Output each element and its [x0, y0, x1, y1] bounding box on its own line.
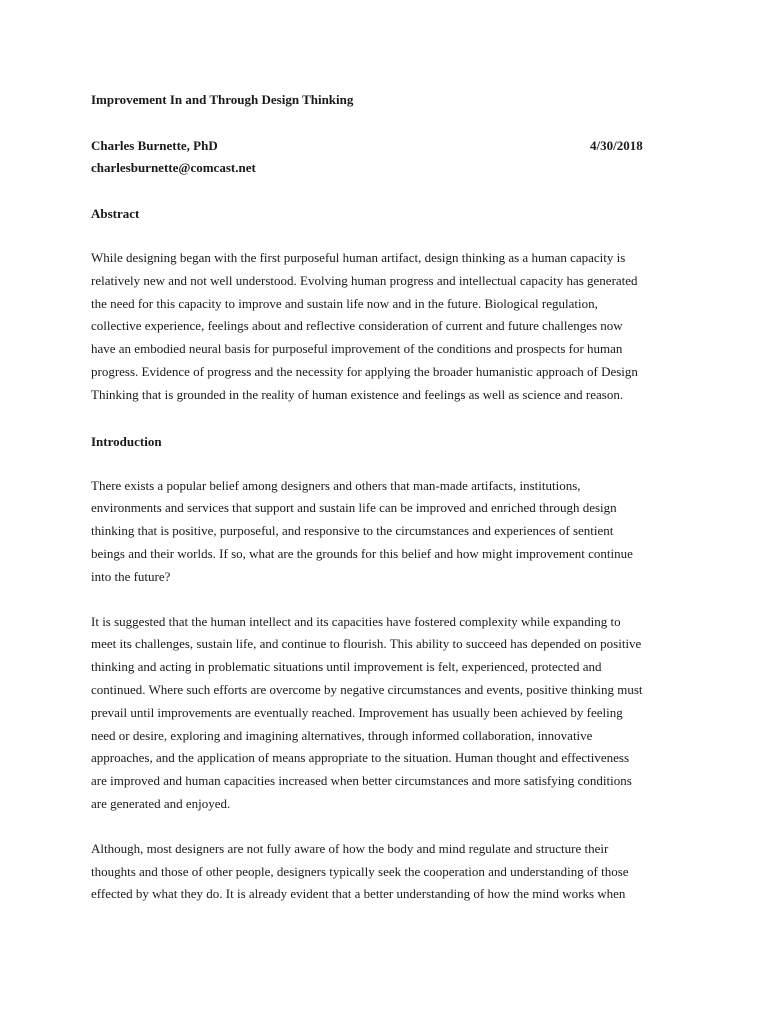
body-paragraph — [91, 611, 681, 816]
section-heading: Abstract — [91, 206, 140, 221]
paragraph-line: While designing began with the first purposeful human artifact, design thinking as a human capacity is — [91, 250, 626, 265]
paragraph-line: There exists a popular belief among designers and others that man-made artifacts, institutions, — [91, 477, 581, 493]
document-date: 4/30/2018 — [590, 138, 643, 153]
paragraph-line: It is suggested that the human intellect and its capacities have fostered complexity while expanding to — [91, 613, 621, 629]
paragraph-line: beings and their worlds. If so, what are the grounds for this belief and how might improvement continue — [91, 545, 633, 561]
paragraph-line: thinking and acting in problematic situations until improvement is felt, experienced, protected and — [91, 659, 602, 675]
paragraph-line: progress. Evidence of progress and the necessity for applying the broader humanistic approach of Design — [91, 363, 638, 379]
paragraph-line: thinking that is positive, purposeful, and responsive to the circumstances and experiences of sentient — [91, 523, 614, 539]
paragraph-line: Thinking that is grounded in the reality of human existence and feelings as well as science and reason. — [91, 386, 624, 402]
author-row — [91, 135, 691, 157]
paragraph-line: the need for this capacity to improve and sustain life now and in the future. Biological regulation, — [91, 295, 598, 311]
paragraph-line: approaches, and the application of means appropriate to the situation. Human thought and effectiveness — [91, 750, 630, 766]
body-paragraph — [91, 475, 681, 589]
document-body — [91, 203, 691, 906]
paragraph-line: meet its challenges, sustain life, and continue to flourish. This ability to succeed has depended on positive — [91, 636, 642, 652]
body-paragraph — [91, 838, 681, 906]
paragraph-line: into the future? — [91, 568, 171, 584]
paragraph-line: need or desire, exploring and imagining alternatives, through informed collaboration, innovative — [91, 727, 593, 743]
author-name: Charles Burnette, PhD — [91, 138, 218, 153]
paragraph-line: collective experience, feelings about and reflective consideration of current and future challenges now — [91, 318, 623, 334]
paragraph-line: relatively new and not well understood. Evolving human progress and intellectual capacity has generated — [91, 272, 638, 288]
section-heading: Introduction — [91, 433, 162, 449]
document-page — [91, 89, 691, 906]
paragraph-line: have an embodied neural basis for purposeful improvement of the conditions and prospects for human — [91, 341, 623, 357]
body-paragraph — [91, 247, 681, 407]
paragraph-line: environments and services that support and sustain life can be improved and enriched through design — [91, 500, 617, 516]
paragraph-line: effected by what they do. It is already evident that a better understanding of how the mind works when — [91, 886, 626, 902]
paragraph-line: thoughts and those of other people, designers typically seek the cooperation and understanding of those — [91, 863, 629, 879]
document-title: Improvement In and Through Design Thinking — [91, 92, 354, 107]
paragraph-line: continued. Where such efforts are overcome by negative circumstances and events, positive thinking must — [91, 681, 643, 697]
paragraph-line: prevail until improvements are eventually reached. Improvement has usually been achieved by feeling — [91, 704, 623, 720]
author-email: charlesburnette@comcast.net — [91, 160, 256, 175]
paragraph-line: are improved and human capacities increased when better circumstances and more satisfying conditions — [91, 773, 632, 789]
paragraph-line: are generated and enjoyed. — [91, 795, 231, 811]
paragraph-line: Although, most designers are not fully aware of how the body and mind regulate and structure their — [91, 840, 609, 856]
